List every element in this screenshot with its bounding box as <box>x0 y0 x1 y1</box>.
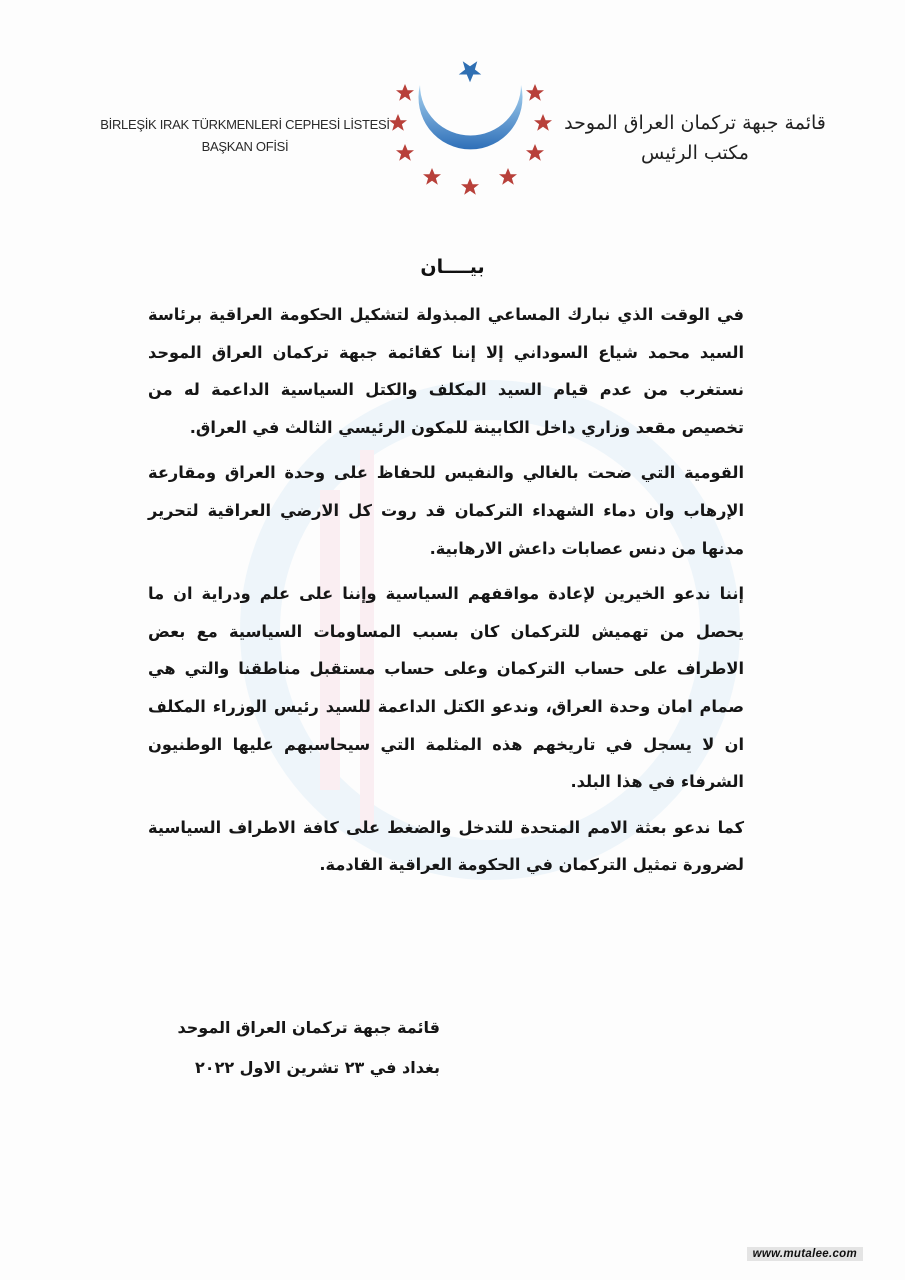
header-turkish-office: BAŞKAN OFİSİ <box>201 139 289 154</box>
paragraph: القومية التي ضحت بالغالي والنفيس للحفاظ على وحدة العراق ومقارعة الإرهاب وان دماء الشهداء التركمان قد روت كل الارضي العراقية لتحرير مدنها من دنس عصابات داعش الارهابية. <box>148 463 744 558</box>
paragraph: في الوقت الذي نبارك المساعي المبذولة لتشكيل الحكومة العراقية برئاسة السيد محمد شياع السوداني إلا إننا كقائمة جبهة تركمان العراق الموحد نستغرب من عدم قيام السيد المكلف والكتل السياسية الداعمة له من تخصيص مقعد وزاري داخل الكابينة للمكون الرئيسي الثالث في العراق. <box>148 305 744 437</box>
paragraph: كما ندعو بعثة الامم المتحدة للتدخل والضغط على كافة الاطراف السياسية لضرورة تمثيل التركمان في الحكومة العراقية القادمة. <box>148 817 744 875</box>
statement-body <box>148 296 744 892</box>
paragraph: إننا ندعو الخيرين لإعادة مواقفهم السياسية وإننا على علم ودراية ان ما يحصل من تهميش للتركمان كان بسبب المساومات السياسية مع بعض الاطراف على حساب التركمان وعلى حساب مستقبل مناطقنا والتي هي صمام امان وحدة العراق، وندعو الكتل الداعمة للسيد رئيس الوزراء المكلف ان لا يسجل في تاريخهم هذه المثلمة التي سيحاسبهم عليها الوطنيون الشرفاء في هذا البلد. <box>148 584 744 792</box>
signature-block <box>178 1008 440 1088</box>
header-turkish <box>100 114 390 158</box>
statement-title: بيــــان <box>420 256 485 278</box>
header-turkish-org: BİRLEŞİK IRAK TÜRKMENLERİ CEPHESİ LİSTESİ <box>100 117 390 132</box>
header-arabic-org: قائمة جبهة تركمان العراق الموحد <box>564 112 826 134</box>
crescent-star-emblem-icon <box>383 45 558 210</box>
header-arabic-office: مكتب الرئيس <box>641 142 749 164</box>
signature-place-date: بغداد في ٢٣ تشرين الاول ٢٠٢٢ <box>195 1058 440 1077</box>
header-arabic <box>545 108 845 168</box>
website-watermark: www.mutalee.com <box>747 1247 863 1261</box>
signature-organization: قائمة جبهة تركمان العراق الموحد <box>177 1018 440 1037</box>
